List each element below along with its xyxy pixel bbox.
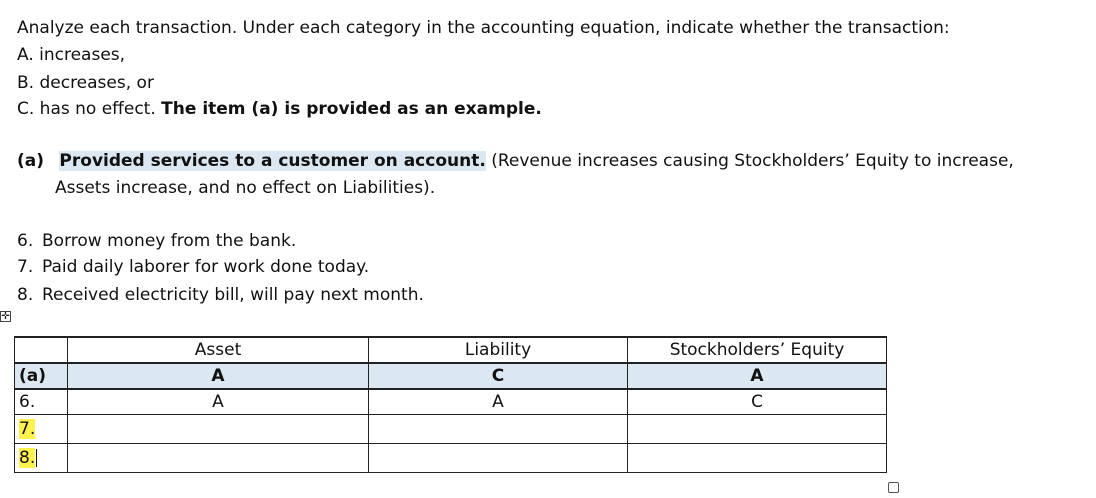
equity-cell[interactable]: [628, 444, 887, 473]
asset-cell[interactable]: [68, 444, 369, 473]
example-note: The item (a) is provided as an example.: [161, 99, 542, 119]
option-b: B. decreases, or: [17, 73, 154, 93]
table-row: [15, 415, 887, 444]
example-line: [17, 151, 1014, 171]
table-row: [15, 389, 887, 415]
option-c: [17, 99, 542, 119]
table-header-row: [15, 337, 887, 363]
liability-cell[interactable]: [369, 415, 628, 444]
move-icon[interactable]: ✛: [1, 311, 10, 322]
transaction-item: [17, 257, 369, 277]
transaction-number: 8.: [17, 285, 34, 305]
transaction-number: 6.: [17, 231, 34, 251]
row-label-cell[interactable]: [15, 444, 68, 473]
accounting-table: [14, 336, 887, 473]
example-explanation: (Revenue increases causing Stockholders’ Equity to increase,: [485, 151, 1014, 171]
instruction-line: Analyze each transaction. Under each category in the accounting equation, indicate whether the transaction:: [17, 18, 950, 38]
text-cursor: [36, 449, 37, 467]
transaction-item: [17, 231, 296, 251]
equity-cell[interactable]: A: [628, 363, 887, 389]
transaction-item: [17, 285, 424, 305]
table-header-cell[interactable]: Liability: [369, 337, 628, 363]
row-label: 7.: [19, 419, 36, 439]
liability-cell[interactable]: A: [369, 389, 628, 415]
equity-cell[interactable]: C: [628, 389, 887, 415]
row-label-cell[interactable]: [15, 415, 68, 444]
liability-cell[interactable]: [369, 444, 628, 473]
table-row: [15, 444, 887, 473]
example-explanation-cont: Assets increase, and no effect on Liabilities).: [55, 178, 436, 198]
resize-icon[interactable]: [888, 482, 899, 493]
example-bold-text: Provided services to a customer on account.: [59, 151, 486, 171]
transaction-text: Paid daily laborer for work done today.: [42, 257, 370, 277]
table-row: [15, 363, 887, 389]
example-label: (a): [17, 151, 45, 171]
option-a: A. increases,: [17, 45, 126, 65]
equity-cell[interactable]: [628, 415, 887, 444]
row-label: 8.: [19, 448, 36, 468]
table-header-cell[interactable]: Asset: [68, 337, 369, 363]
asset-cell[interactable]: A: [68, 363, 369, 389]
transaction-text: Borrow money from the bank.: [42, 231, 297, 251]
row-label[interactable]: (a): [15, 363, 68, 389]
transaction-number: 7.: [17, 257, 34, 277]
table-header-cell[interactable]: Stockholders’ Equity: [628, 337, 887, 363]
asset-cell[interactable]: A: [68, 389, 369, 415]
asset-cell[interactable]: [68, 415, 369, 444]
row-label[interactable]: 6.: [15, 389, 68, 415]
transaction-text: Received electricity bill, will pay next month.: [42, 285, 424, 305]
liability-cell[interactable]: C: [369, 363, 628, 389]
option-c-text: C. has no effect.: [17, 99, 162, 119]
table-header-cell[interactable]: [15, 337, 68, 363]
